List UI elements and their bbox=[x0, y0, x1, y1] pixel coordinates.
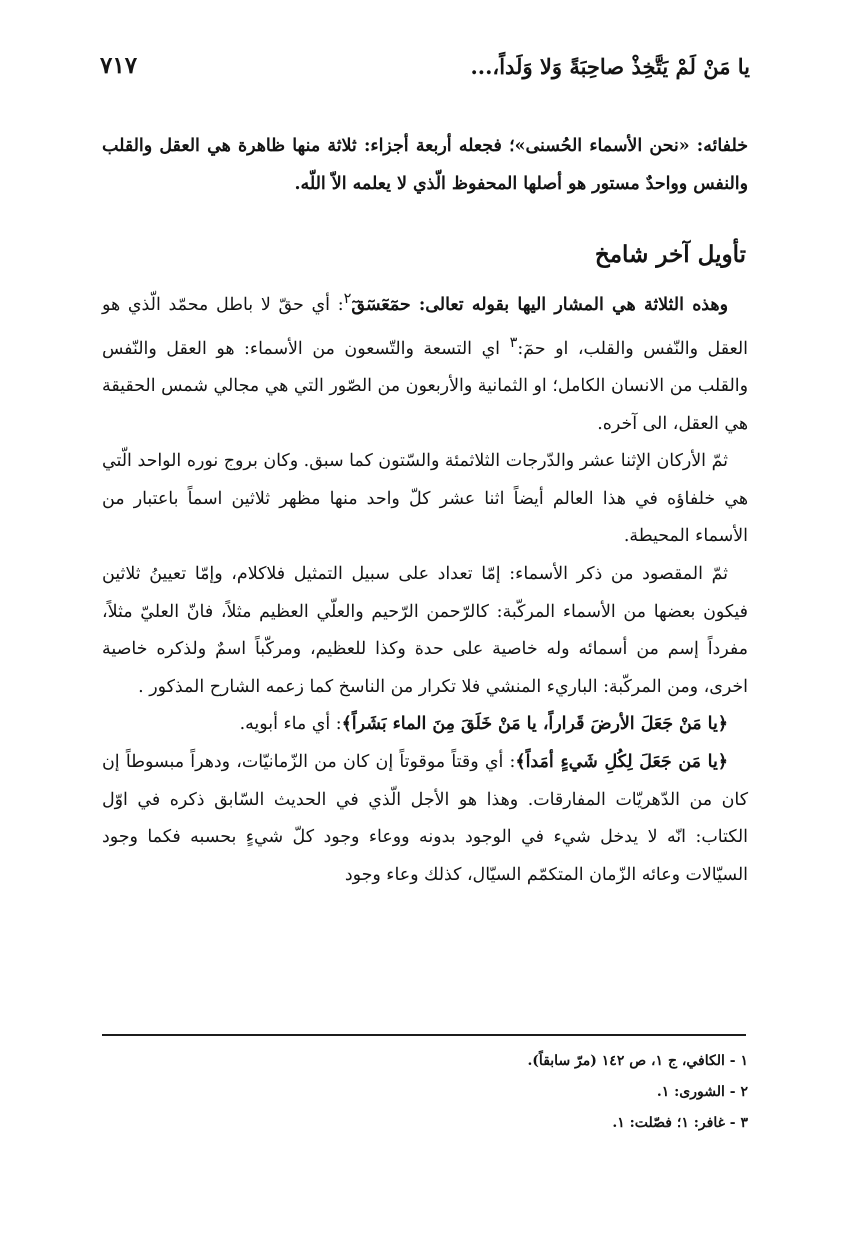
paragraph-4: ثمّ المقصود من ذكر الأسماء: إمّا تعداد على سبيل التمثيل فلاكلام، وإمّا تعيينُ ثلاثين فيكون بعضها من الأسماء المركّبة: كالرّحمن الرّحيم والعلّي العظيم مثلاً، فانّ العليّ مثلاً، مفرداً إسم من أسمائه وله خاصية على حدة وكذا للعظيم، ومركّباً اسمٌ ولذكره خاصية اخرى، ومن المركّبة: الباريء المنشي فلا تكرار من الناسخ كما زعمه الشارح المذكور . bbox=[102, 563, 748, 697]
paragraph-5 bbox=[102, 706, 748, 744]
paragraph-1: خلفائه: «نحن الأسماء الحُسنى»؛ فجعله أربعة أجزاء: ثلاثة منها ظاهرة هي العقل والقلب والنفس وواحدٌ مستور هو أصلها المحفوظ الّذي لا يعلمه الاّ اللّه. bbox=[102, 136, 748, 194]
paragraph-3: ثمّ الأركان الإثنا عشر والدّرجات الثلاثمئة والسّتون كما سبق. وكان بروج نوره الواحد الّتي هي خلفاؤه في هذا العالم أيضاً اثنا عشر كلّ واحد منها مظهر ثلاثين اسماً باعتبار من الأسماء المحيطة. bbox=[102, 451, 748, 547]
paragraph-2 bbox=[102, 281, 748, 443]
footnote-ref-2: ٢ bbox=[343, 291, 352, 308]
footnote-2: ٢ - الشورى: ١. bbox=[656, 1084, 748, 1100]
footnote-ref-3: ٣ bbox=[509, 334, 518, 351]
paragraph-2-lead: وهذه الثلاثة هي المشار اليها بقوله تعالى: حمٓعٓسٓقٓ bbox=[351, 294, 728, 315]
running-title: يا مَنْ لَمْ يَتَّخِذْ صاحِبَةً وَلا وَلَداً،... bbox=[470, 54, 750, 79]
section-heading: تأويل آخر شامخ bbox=[594, 241, 746, 269]
footnote-divider bbox=[102, 1034, 746, 1036]
paragraph-6-rest: : أي وقتاً موقوتاً إن كان من الزّمانيّات، ودهراً مبسوطاً إن كان من الدّهريّات المفارقات. وهذا هو الأجل الّذي في الحديث السّابق ذكره في اوّل الكتاب: انّه لا يدخل شيء في الوجود بدونه ووعاء وجود كلّ شيءٍ بحسبه فكما وجود السيّالات وعائه الزّمان المتكمّم السيّال، كذلك وعاء وجود bbox=[102, 751, 748, 885]
paragraph-5-rest: : أي ماء أبويه. bbox=[239, 714, 342, 735]
verse-quote-1: ﴿يا مَنْ جَعَلَ الأرضَ قَراراً، يا مَنْ خَلَقَ مِنَ الماء بَشَراً﴾ bbox=[341, 714, 728, 735]
paragraph-2-body: : أي حقّ لا باطل محمّد الّذي هو العقل والنّفس والقلب، او حمٓ: bbox=[102, 294, 749, 359]
paragraph-2-tail: اي التسعة والتّسعون من الأسماء: هو العقل والنّفس والقلب من الانسان الكامل؛ او الثمانية والأربعون من الصّور التي هي مجالي شمس الحقيقة هي العقل، الى آخره. bbox=[102, 338, 748, 434]
paragraph-6 bbox=[102, 744, 748, 894]
footnote-3: ٣ - غافر: ١؛ فصّلت: ١. bbox=[612, 1115, 748, 1131]
main-text bbox=[102, 128, 748, 894]
footnotes bbox=[102, 1046, 748, 1139]
verse-quote-2: ﴿يا مَن جَعَلَ لِكُلِ شَيءٍ أمَداً﴾ bbox=[515, 751, 728, 772]
footnote-1: ١ - الكافي، ج ١، ص ١٤٢ (مرّ سابقاً). bbox=[527, 1053, 748, 1069]
page-number: ٧١٧ bbox=[100, 52, 138, 79]
